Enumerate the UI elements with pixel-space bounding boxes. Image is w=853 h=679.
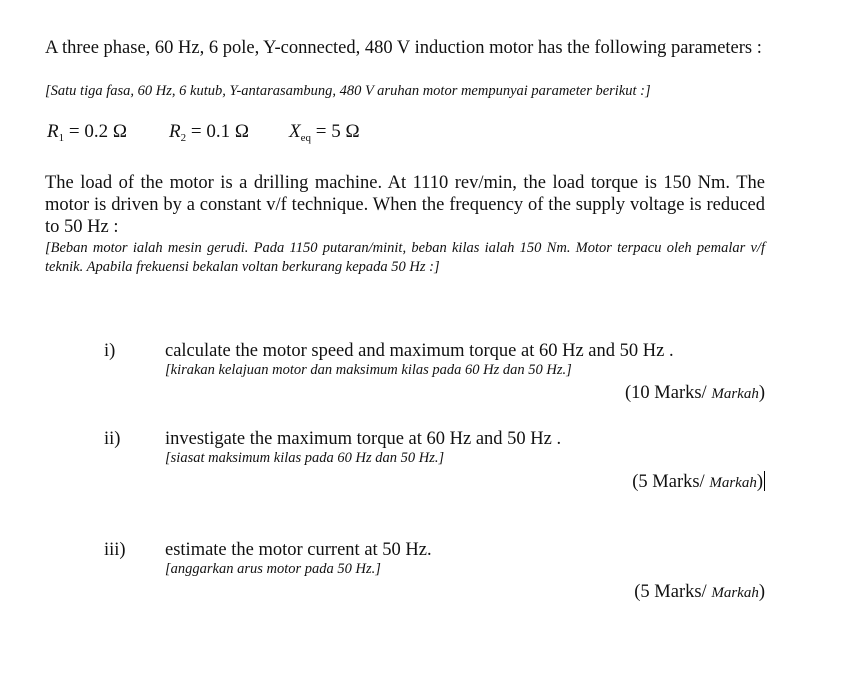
- question-translation: [anggarkan arus motor pada 50 Hz.]: [165, 561, 381, 577]
- marks-label: [634, 582, 765, 603]
- load-translation: [Beban motor ialah mesin gerudi. Pada 1150 putaran/minit, beban kilas ialah 150 Nm. Motor terpacu oleh pemalar v/f teknik. Apabila frekuensi bekalan voltan berkurang kepada 50 Hz :]: [45, 240, 765, 275]
- question-text: investigate the maximum torque at 60 Hz and 50 Hz .: [165, 429, 562, 449]
- marks-ms: Markah: [711, 386, 759, 402]
- question-translation: [kirakan kelajuan motor dan maksimum kilas pada 60 Hz dan 50 Hz.]: [165, 362, 572, 378]
- load-paragraph: The load of the motor is a drilling machine. At 1110 rev/min, the load torque is 150 Nm. The motor is driven by a constant v/f technique. When the frequency of the supply voltage is reduced to 50 Hz :: [45, 173, 765, 237]
- intro-paragraph: A three phase, 60 Hz, 6 pole, Y-connected, 480 V induction motor has the following parameters :: [45, 38, 762, 58]
- parameter-value: = 0.1 Ω: [190, 121, 249, 142]
- marks-close: ): [758, 383, 765, 403]
- marks-close: ): [756, 472, 763, 492]
- question-text: calculate the motor speed and maximum torque at 60 Hz and 50 Hz .: [165, 341, 674, 361]
- marks-close: ): [758, 582, 765, 602]
- marks-text: (10 Marks/: [625, 383, 707, 403]
- marks-label: [632, 471, 765, 493]
- parameter-r2: [169, 121, 249, 144]
- parameter-symbol: R: [169, 121, 181, 142]
- parameter-symbol: R: [47, 121, 59, 142]
- marks-label: [625, 383, 765, 404]
- question-text: estimate the motor current at 50 Hz.: [165, 540, 432, 560]
- parameter-value: = 5 Ω: [315, 121, 360, 142]
- parameter-value: = 0.2 Ω: [68, 121, 127, 142]
- parameter-r1: [47, 121, 127, 144]
- intro-translation: [Satu tiga fasa, 60 Hz, 6 kutub, Y-antarasambung, 480 V aruhan motor mempunyai parameter berikut :]: [45, 83, 651, 99]
- parameter-xeq: [289, 121, 360, 144]
- question-number: i): [104, 341, 116, 361]
- question-translation: [siasat maksimum kilas pada 60 Hz dan 50 Hz.]: [165, 450, 445, 466]
- question-number: ii): [104, 429, 121, 449]
- parameter-subscript: 1: [58, 132, 65, 144]
- text-cursor: [764, 471, 765, 491]
- parameter-subscript: 2: [180, 132, 187, 144]
- marks-text: (5 Marks/: [634, 582, 707, 602]
- marks-ms: Markah: [709, 475, 757, 491]
- parameter-subscript: eq: [300, 132, 311, 144]
- marks-ms: Markah: [711, 585, 759, 601]
- question-number: iii): [104, 540, 126, 560]
- parameter-symbol: X: [289, 121, 301, 142]
- marks-text: (5 Marks/: [632, 472, 705, 492]
